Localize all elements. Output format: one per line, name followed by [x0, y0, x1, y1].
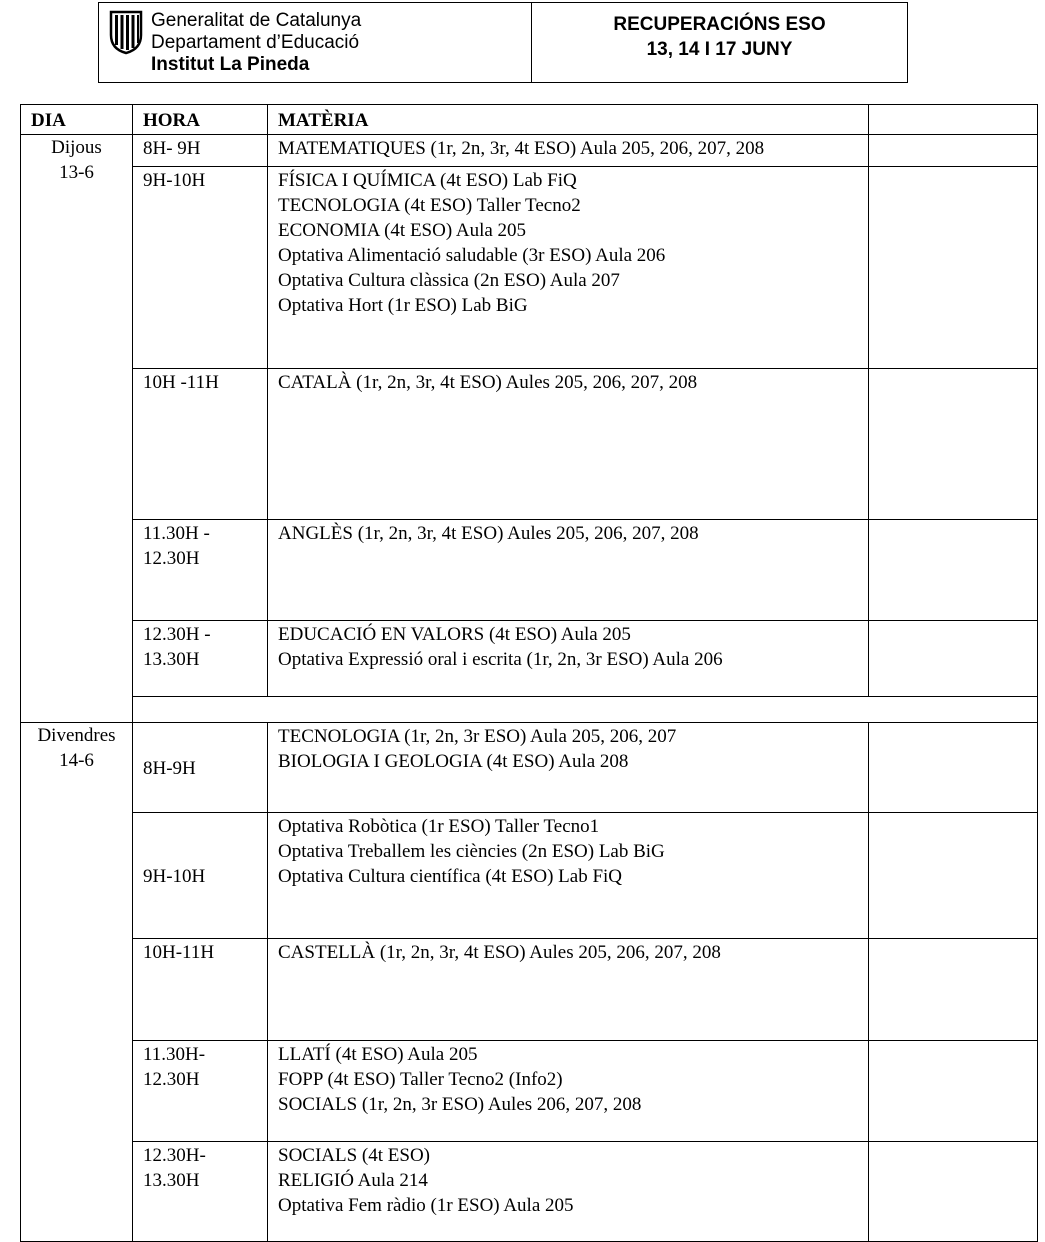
materia-line: CATALÀ (1r, 2n, 3r, 4t ESO) Aules 205, 206, 207, 208 [278, 372, 698, 393]
hora-line: 13.30H [143, 649, 200, 670]
institution-names [151, 10, 361, 76]
org-department: Departament d’Educació [151, 32, 360, 53]
materia-line: RELIGIÓ Aula 214 [278, 1170, 428, 1191]
generalitat-logo-icon [108, 9, 144, 55]
org-institute: Institut La Pineda [151, 54, 310, 75]
institution-block [99, 3, 532, 82]
materia-line: TECNOLOGIA (4t ESO) Taller Tecno2 [278, 195, 581, 216]
materia-line: CASTELLÀ (1r, 2n, 3r, 4t ESO) Aules 205, 206, 207, 208 [278, 942, 721, 963]
hora-line: 8H- 9H [143, 138, 201, 159]
table-row [21, 723, 1038, 813]
hora-line: 11.30H- [143, 1044, 206, 1065]
table-row [21, 1041, 1038, 1142]
hora-cell [133, 1142, 268, 1242]
materia-line: FÍSICA I QUÍMICA (4t ESO) Lab FiQ [278, 170, 577, 191]
materia-line: SOCIALS (1r, 2n, 3r ESO) Aules 206, 207, 208 [278, 1094, 642, 1115]
day-cell [21, 135, 133, 723]
spacer-cell [133, 697, 1038, 723]
materia-line: Optativa Cultura científica (4t ESO) Lab FiQ [278, 866, 623, 887]
hora-line: 9H-10H [143, 170, 206, 191]
day-label-line: Divendres [37, 725, 116, 746]
empty-cell [869, 1142, 1038, 1242]
empty-cell [869, 520, 1038, 621]
hora-line: 10H -11H [143, 372, 219, 393]
empty-cell [869, 369, 1038, 520]
day-label-line: 14-6 [59, 750, 94, 771]
empty-cell [869, 621, 1038, 697]
header-empty [869, 105, 1038, 135]
materia-cell [268, 813, 869, 939]
materia-line: LLATÍ (4t ESO) Aula 205 [278, 1044, 478, 1065]
hora-cell [133, 167, 268, 369]
empty-cell [869, 723, 1038, 813]
materia-cell [268, 167, 869, 369]
materia-cell [268, 621, 869, 697]
table-row [21, 520, 1038, 621]
spacer-row [21, 697, 1038, 723]
materia-cell [268, 135, 869, 167]
materia-line: MATEMATIQUES (1r, 2n, 3r, 4t ESO) Aula 205, 206, 207, 208 [278, 138, 765, 159]
header-hora: HORA [133, 105, 268, 135]
materia-line: Optativa Expressió oral i escrita (1r, 2n, 3r ESO) Aula 206 [278, 649, 723, 670]
empty-cell [869, 813, 1038, 939]
materia-cell [268, 1041, 869, 1142]
hora-cell [133, 939, 268, 1041]
empty-cell [869, 135, 1038, 167]
day-label-line: 13-6 [59, 162, 94, 183]
table-row [21, 167, 1038, 369]
materia-line: TECNOLOGIA (1r, 2n, 3r ESO) Aula 205, 206, 207 [278, 726, 677, 747]
hora-line: 9H-10H [143, 865, 206, 887]
materia-cell [268, 723, 869, 813]
hora-cell [133, 135, 268, 167]
hora-line: 12.30H [143, 548, 200, 569]
hora-cell [133, 520, 268, 621]
materia-line: Optativa Hort (1r ESO) Lab BiG [278, 295, 528, 316]
materia-cell [268, 1142, 869, 1242]
table-row [21, 939, 1038, 1041]
schedule-table [20, 104, 1038, 1242]
document-title [532, 3, 907, 82]
header-dia: DIA [21, 105, 133, 135]
materia-cell [268, 520, 869, 621]
table-row [21, 813, 1038, 939]
table-row [21, 621, 1038, 697]
materia-line: Optativa Cultura clàssica (2n ESO) Aula 207 [278, 270, 620, 291]
table-header-row [21, 105, 1038, 135]
materia-cell [268, 939, 869, 1041]
header-materia: MATÈRIA [268, 105, 869, 135]
day-label-line: Dijous [51, 137, 102, 158]
hora-line: 12.30H [143, 1069, 200, 1090]
org-generalitat: Generalitat de Catalunya [151, 10, 362, 31]
hora-line: 8H-9H [143, 757, 196, 779]
materia-line: Optativa Robòtica (1r ESO) Taller Tecno1 [278, 816, 600, 837]
hora-line: 11.30H - [143, 523, 210, 544]
materia-line: ANGLÈS (1r, 2n, 3r, 4t ESO) Aules 205, 206, 207, 208 [278, 523, 699, 544]
hora-cell [133, 813, 268, 939]
hora-line: 12.30H- [143, 1145, 206, 1166]
materia-line: SOCIALS (4t ESO) [278, 1145, 431, 1166]
empty-cell [869, 1041, 1038, 1142]
hora-cell [133, 1041, 268, 1142]
materia-line: Optativa Treballem les ciències (2n ESO) Lab BiG [278, 841, 665, 862]
table-row [21, 135, 1038, 167]
materia-line: FOPP (4t ESO) Taller Tecno2 (Info2) [278, 1069, 563, 1090]
hora-cell [133, 369, 268, 520]
table-row [21, 1142, 1038, 1242]
hora-line: 13.30H [143, 1170, 200, 1191]
document-header [98, 2, 908, 83]
materia-line: ECONOMIA (4t ESO) Aula 205 [278, 220, 527, 241]
hora-cell [133, 621, 268, 697]
materia-line: BIOLOGIA I GEOLOGIA (4t ESO) Aula 208 [278, 751, 629, 772]
hora-line: 12.30H - [143, 624, 211, 645]
materia-line: Optativa Fem ràdio (1r ESO) Aula 205 [278, 1195, 574, 1216]
table-row [21, 369, 1038, 520]
day-cell [21, 723, 133, 1242]
materia-line: EDUCACIÓ EN VALORS (4t ESO) Aula 205 [278, 624, 631, 645]
hora-cell [133, 723, 268, 813]
title-line-1: RECUPERACIÓNS ESO [613, 14, 826, 35]
empty-cell [869, 167, 1038, 369]
title-line-2: 13, 14 I 17 JUNY [646, 39, 793, 60]
hora-line: 10H-11H [143, 942, 215, 963]
materia-line: Optativa Alimentació saludable (3r ESO) Aula 206 [278, 245, 666, 266]
empty-cell [869, 939, 1038, 1041]
materia-cell [268, 369, 869, 520]
